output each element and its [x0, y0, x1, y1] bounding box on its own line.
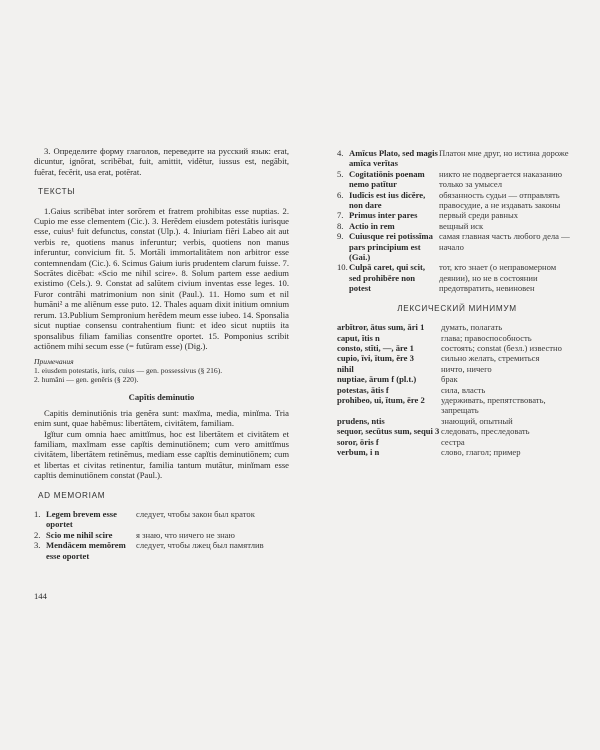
- ad-memoriam-heading: AD MEMORIAM: [38, 490, 106, 500]
- texts-body: 1.Gaius scribēbat inter sorōrem et fratrem prohibitas esse nuptias. 2. Cupio me esse clementem (Cic.). 3. Herēdem eiusdem potestātis iurisque esse, cuius¹ fuit defunctus, constat (Ulp.). 4. Iniuriam fiĕri Labeo ait aut verbis re, quotiens manus inferuntur; verbis, quotiens non manus inferuntur, convicium fit. 5. Mortāli immortalitātem non arbitror esse contemnendam (Cic.). 6. Scimus Gaium iuris prudentem clarum fuisse. 7. Socrătes dicēbat: «Scio me nihil scire». 8. Solum partem esse aedium existimo (Cels.). 9. Constat ad salūtem civium inventas esse leges. 10. Furor contrăhi matrimonium non sinit (Paul.). 11. Homo sum et nil humāni² a me aliēnum esse puto. 12. Thales aquam dixit initium omnium rerum. 13.Publium Sempronium herēdem meum esse iubeo. 14. Sponsalia sicut nuptiae consensu contrahentium fiunt: et ideo sicut nuptiis ita sponsalibus filiam familias consentīre oportet. 15. Pomponius scribit actiōnem mihi secum esse (= futūram esse) (Dig.).: [34, 205, 289, 351]
- list-item: [337, 221, 577, 231]
- lexicon-entry: [337, 374, 577, 384]
- latin-word: sequor, secūtus sum, sequi 3: [337, 426, 440, 437]
- lexicon-entry: [337, 333, 577, 343]
- lexicon-entry: [337, 437, 577, 447]
- capitis-paragraph-2: Igĭtur cum omnia haec amittĭmus, hoc est libertātem et civitātem et familiam, maxĭmam esse capĭtis deminutiōnem; cum vero amittĭmus civitātem, libertātem retinēmus, mediam esse capĭtis deminutiōnem; cum et libertas et civitas retinentur, familia tantum mutātur, minĭmam esse capĭtis deminutiōnem constat (Paul.).: [34, 428, 289, 481]
- latin-word: potestas, ātis f: [337, 384, 389, 395]
- russian-meaning: сила, власть: [441, 384, 486, 395]
- item-number: 9.: [337, 231, 344, 242]
- latin-phrase: Cogitatiōnis poenam nemo patĭtur: [349, 168, 425, 190]
- latin-word: soror, ōris f: [337, 436, 379, 447]
- item-number: 7.: [337, 210, 344, 221]
- latin-word: caput, ĭtis n: [337, 332, 380, 343]
- lexical-minimum-heading: ЛЕКСИЧЕСКИЙ МИНИМУМ: [397, 303, 517, 313]
- lexicon-entry: [337, 364, 577, 374]
- russian-translation: Платон мне друг, но истина дороже: [439, 148, 569, 158]
- lexicon-entry: [337, 447, 577, 457]
- latin-word: arbĭtror, ātus sum, āri 1: [337, 322, 425, 333]
- latin-word: verbum, i n: [337, 446, 380, 457]
- russian-translation: первый среди равных: [439, 210, 519, 221]
- latin-word: cupio, īvi, ītum, ĕre 3: [337, 353, 414, 364]
- page-number: 144: [34, 591, 47, 601]
- list-item: [34, 509, 289, 530]
- russian-translation: следует, чтобы лжец был памятлив: [136, 540, 264, 551]
- list-item: [337, 231, 577, 262]
- russian-translation: обязанность судьи — отправлять правосудие, а не издавать законы: [439, 189, 561, 211]
- latin-phrase: Legem brevem esse oportet: [46, 508, 117, 530]
- right-page: [337, 146, 577, 457]
- lexicon-entry: [337, 385, 577, 395]
- russian-meaning: думать, полагать: [441, 322, 503, 333]
- item-number: 6.: [337, 189, 344, 200]
- memoriam-list-continued: [337, 148, 577, 294]
- russian-meaning: следовать, преследовать: [441, 426, 530, 437]
- russian-meaning: знающий, опытный: [441, 415, 513, 426]
- lexicon-entry: [337, 416, 577, 426]
- texts-heading: ТЕКСТЫ: [38, 187, 76, 197]
- item-number: 10.: [337, 262, 348, 273]
- list-item: [337, 148, 577, 169]
- note-1: 1. eiusdem potestatis, iuris, cuius — gen. possessivus (§ 216).: [34, 366, 223, 376]
- russian-meaning: слово, глагол; пример: [441, 446, 521, 457]
- latin-word: nihil: [337, 363, 354, 374]
- list-item: [337, 262, 577, 293]
- latin-phrase: Actio in rem: [349, 220, 395, 231]
- russian-translation: я знаю, что ничего не знаю: [136, 529, 235, 540]
- russian-meaning: состоять; constat (безл.) известно: [441, 342, 562, 353]
- list-item: [337, 190, 577, 211]
- latin-word: nuptiae, ārum f (pl.t.): [337, 374, 417, 385]
- latin-phrase: Primus inter pares: [349, 210, 418, 221]
- russian-meaning: брак: [441, 374, 458, 385]
- russian-translation: тот, кто знает (о неправомерном деянии), но не в состоянии предотвратить, невиновен: [439, 262, 557, 294]
- russian-meaning: глава; правоспособность: [441, 332, 532, 343]
- capitis-paragraph-1: Capitis deminutiōnis tria genĕra sunt: maxĭma, media, minĭma. Tria enim sunt, quae habēmus: libertātem, civitātem, familiam.: [34, 407, 289, 429]
- latin-phrase: Culpā caret, qui scit, sed prohibēre non potest: [349, 262, 425, 294]
- item-number: 5.: [337, 168, 344, 179]
- item-number: 8.: [337, 220, 344, 231]
- item-number: 3.: [34, 540, 41, 551]
- latin-word: prudens, ntis: [337, 415, 385, 426]
- latin-phrase: Scio me nihil scire: [46, 529, 113, 540]
- latin-phrase: Iudĭcis est ius dicĕre, non dare: [349, 189, 426, 211]
- russian-translation: никто не подвергается наказанию только за умысел: [439, 168, 563, 190]
- russian-meaning: ничто, ничего: [441, 363, 492, 374]
- lexicon-list: [337, 322, 577, 457]
- latin-phrase: Amīcus Plato, sed magis amīca verĭtas: [349, 148, 438, 169]
- lexicon-entry: [337, 343, 577, 353]
- russian-translation: следует, чтобы закон был краток: [136, 508, 255, 519]
- list-item: [34, 530, 289, 540]
- item-number: 1.: [34, 508, 41, 519]
- lexicon-entry: [337, 395, 577, 416]
- lexicon-entry: [337, 322, 577, 332]
- item-number: 4.: [337, 148, 344, 158]
- list-item: [337, 169, 577, 190]
- latin-phrase: Cuiusque rei potissĭma pars principium est (Gai.): [349, 231, 433, 263]
- exercise-3: 3. Определите форму глаголов, переведите на русский язык: erat, dicuntur, ignōrat, scribēbat, fuit, amittit, vidētur, iussus est, negābit, fuĕrat, fecĕrit, usa erat, potĕrat.: [34, 146, 289, 177]
- russian-meaning: сильно желать, стремиться: [441, 353, 540, 364]
- list-item: [34, 540, 289, 561]
- russian-translation: самая главная часть любого дела — начало: [439, 231, 570, 252]
- lexicon-entry: [337, 426, 577, 436]
- capitis-heading: Capĭtis deminutio: [128, 392, 195, 403]
- latin-word: prohibeo, ui, ĭtum, ēre 2: [337, 394, 425, 405]
- russian-meaning: сестра: [441, 436, 465, 447]
- russian-meaning: удерживать, препятствовать, запрещать: [441, 394, 546, 416]
- notes-heading: Примечания: [34, 357, 74, 367]
- list-item: [337, 210, 577, 220]
- latin-word: consto, stĭti, —, āre 1: [337, 342, 414, 353]
- lexicon-entry: [337, 353, 577, 363]
- note-2: 2. humāni — gen. genĕris (§ 220).: [34, 375, 139, 385]
- russian-translation: вещный иск: [439, 220, 484, 231]
- memoriam-list: [34, 509, 289, 561]
- left-page: [34, 146, 289, 561]
- latin-phrase: Mendācem memŏrem esse oportet: [46, 540, 126, 561]
- item-number: 2.: [34, 529, 41, 540]
